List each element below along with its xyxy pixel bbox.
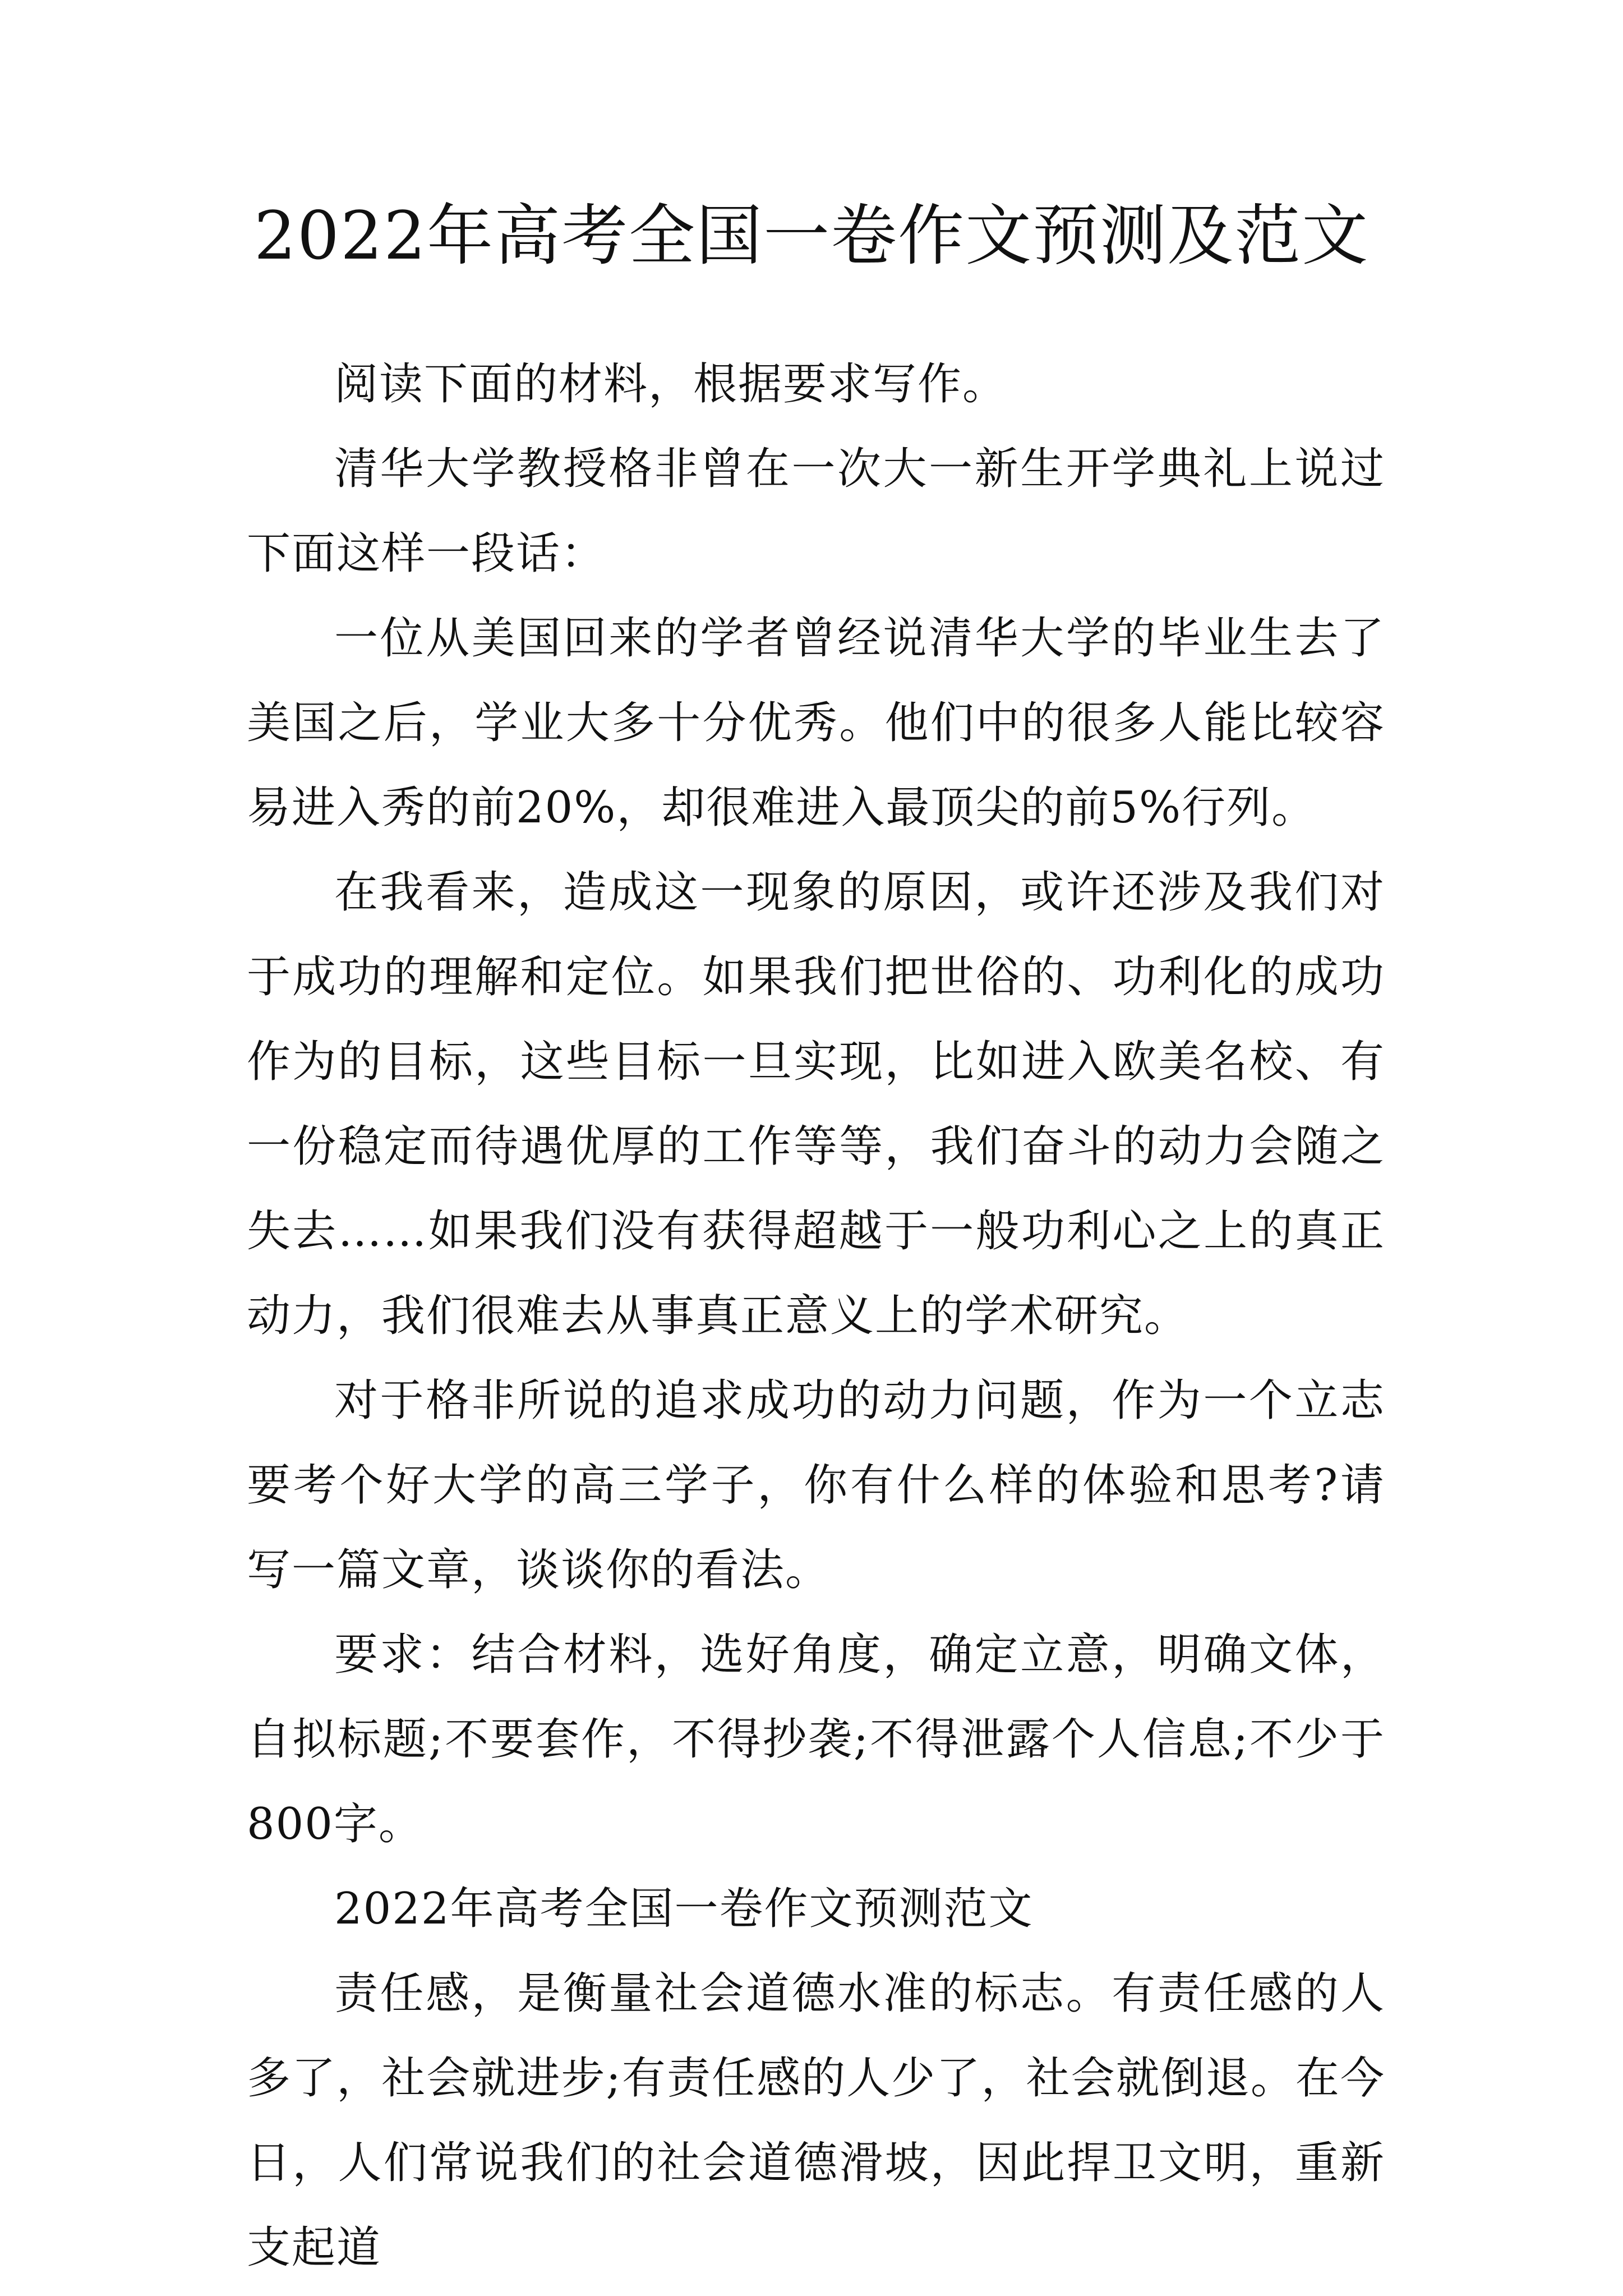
document-body [247, 342, 1385, 2290]
paragraph-task: 对于格非所说的追求成功的动力问题，作为一个立志要考个好大学的高三学子，你有什么样的体验和思考?请写一篇文章，谈谈你的看法。 [247, 1375, 1385, 1595]
paragraph-material-quote-2: 在我看来，造成这一现象的原因，或许还涉及我们对于成功的理解和定位。如果我们把世俗的、功利化的成功作为的目标，这些目标一旦实现，比如进入欧美名校、有一份稳定而待遇优厚的工作等等，我们奋斗的动力会随之失去……如果我们没有获得超越于一般功利心之上的真正动力，我们很难去从事真正意义上的学术研究。 [247, 867, 1385, 1341]
paragraph-sample-essay: 责任感，是衡量社会道德水准的标志。有责任感的人多了，社会就进步;有责任感的人少了，社会就倒退。在今日，人们常说我们的社会道德滑坡，因此捍卫文明，重新支起道 [247, 1968, 1385, 2273]
paragraph-material-intro: 清华大学教授格非曾在一次大一新生开学典礼上说过下面这样一段话： [247, 444, 1385, 579]
paragraph-requirements: 要求：结合材料，选好角度，确定立意，明确文体，自拟标题;不要套作，不得抄袭;不得泄露个人信息;不少于800字。 [247, 1630, 1385, 1849]
paragraph-instruction: 阅读下面的材料，根据要求写作。 [334, 359, 1008, 409]
paragraph-material-quote-1: 一位从美国回来的学者曾经说清华大学的毕业生去了美国之后，学业大多十分优秀。他们中的很多人能比较容易进入秀的前20%，却很难进入最顶尖的前5%行列。 [247, 613, 1385, 833]
paragraph-sample-heading: 2022年高考全国一卷作文预测范文 [334, 1884, 1034, 1934]
document-title: 2022年高考全国一卷作文预测及范文 [253, 197, 1370, 274]
